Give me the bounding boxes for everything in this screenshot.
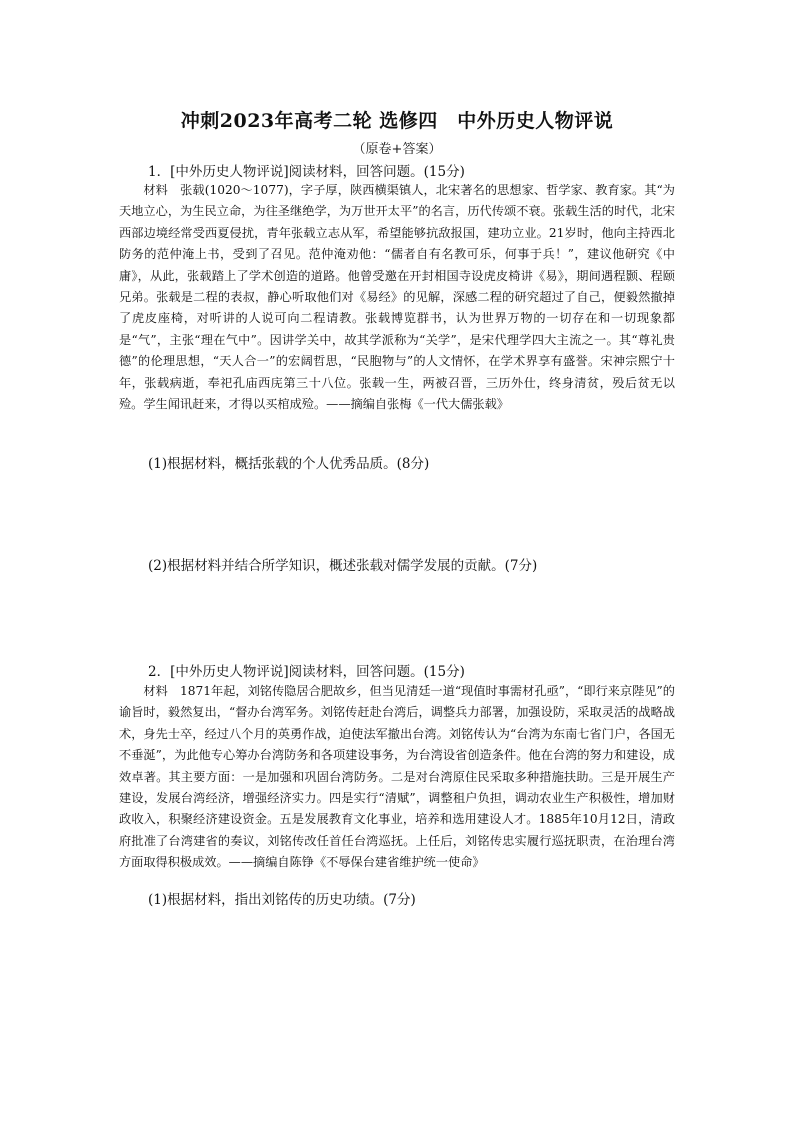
document-title: 冲刺2023年高考二轮 选修四 中外历史人物评说	[180, 110, 614, 132]
question-2-material	[119, 681, 675, 874]
question-1-part-2: (2)根据材料并结合所学知识，概述张载对儒学发展的贡献。(7分)	[148, 558, 538, 574]
question-1-stem: 1．[中外历史人物评说]阅读材料，回答问题。(15分)	[148, 164, 465, 180]
question-1-part-1: (1)根据材料，概括张载的个人优秀品质。(8分)	[148, 456, 430, 472]
document-subtitle: （原卷+答案）	[352, 142, 442, 157]
material-text: 材料 1871年起，刘铭传隐居合肥故乡，但当见清廷一道“现值时事需材孔亟”，“即行来京陛见”的谕旨时，毅然复出，“督办台湾军务。刘铭传赶赴台湾后，调整兵力部署，加强设防，采取灵活的战略战术，身先士卒，经过八个月的英勇作战，迫使法军撤出台湾。刘铭传认为“台湾为东南七省门户，各国无不垂涎”，为此他专心筹办台湾防务和各项建设事务，为台湾设省创造条件。他在台湾的努力和建设，成效卓著。其主要方面：一是加强和巩固台湾防务。二是对台湾原住民采取多种措施扶助。三是开展生产建设，发展台湾经济，增强经济实力。四是实行“清赋”，调整租户负担，调动农业生产积极性，增加财政收入，积聚经济建设资金。五是发展教育文化事业，培养和选用建设人才。1885年10月12日，清政府批准了台湾建省的奏议，刘铭传改任首任台湾巡抚。上任后，刘铭传忠实履行巡抚职责，在治理台湾方面取得积极成效。——摘编自陈铮《不辱保台建省维护统一使命》	[119, 684, 675, 870]
material-text: 材料 张载(1020～1077)，字子厚，陕西横渠镇人，北宋著名的思想家、哲学家、教育家。其“为天地立心，为生民立命，为往圣继绝学，为万世开太平”的名言，历代传颂不衰。张载生活的时代，北宋西部边境经常受西夏侵扰，青年张载立志从军，希望能够抗敌报国，建功立业。21岁时，他向主持西北防务的范仲淹上书，受到了召见。范仲淹劝他：“儒者自有名教可乐，何事于兵！”，建议他研究《中庸》，从此，张载踏上了学术创造的道路。他曾受邀在开封相国寺设虎皮椅讲《易》，期间遇程颢、程颐兄弟。张载是二程的表叔，静心听取他们对《易经》的见解，深感二程的研究超过了自己，便毅然撤掉了虎皮座椅，对听讲的人说可向二程请教。张载博览群书，认为世界万物的一切存在和一切现象都是“气”，主张“理在气中”。因讲学关中，故其学派称为“关学”，是宋代理学四大主流之一。其“尊礼贵德”的伦理思想，“天人合一”的宏阔哲思，“民胞物与”的人文情怀，在学术界享有盛誉。宋神宗熙宁十年，张载病逝，奉祀孔庙西庑第三十八位。张载一生，两被召晋，三历外仕，终身清贫，殁后贫无以殓。学生闻讯赶来，才得以买棺成殓。——摘编自张梅《一代大儒张载》	[119, 183, 675, 412]
question-1-material	[119, 180, 675, 415]
question-2-stem: 2．[中外历史人物评说]阅读材料，回答问题。(15分)	[148, 664, 465, 680]
question-2-part-1: (1)根据材料，指出刘铭传的历史功绩。(7分)	[148, 892, 416, 908]
